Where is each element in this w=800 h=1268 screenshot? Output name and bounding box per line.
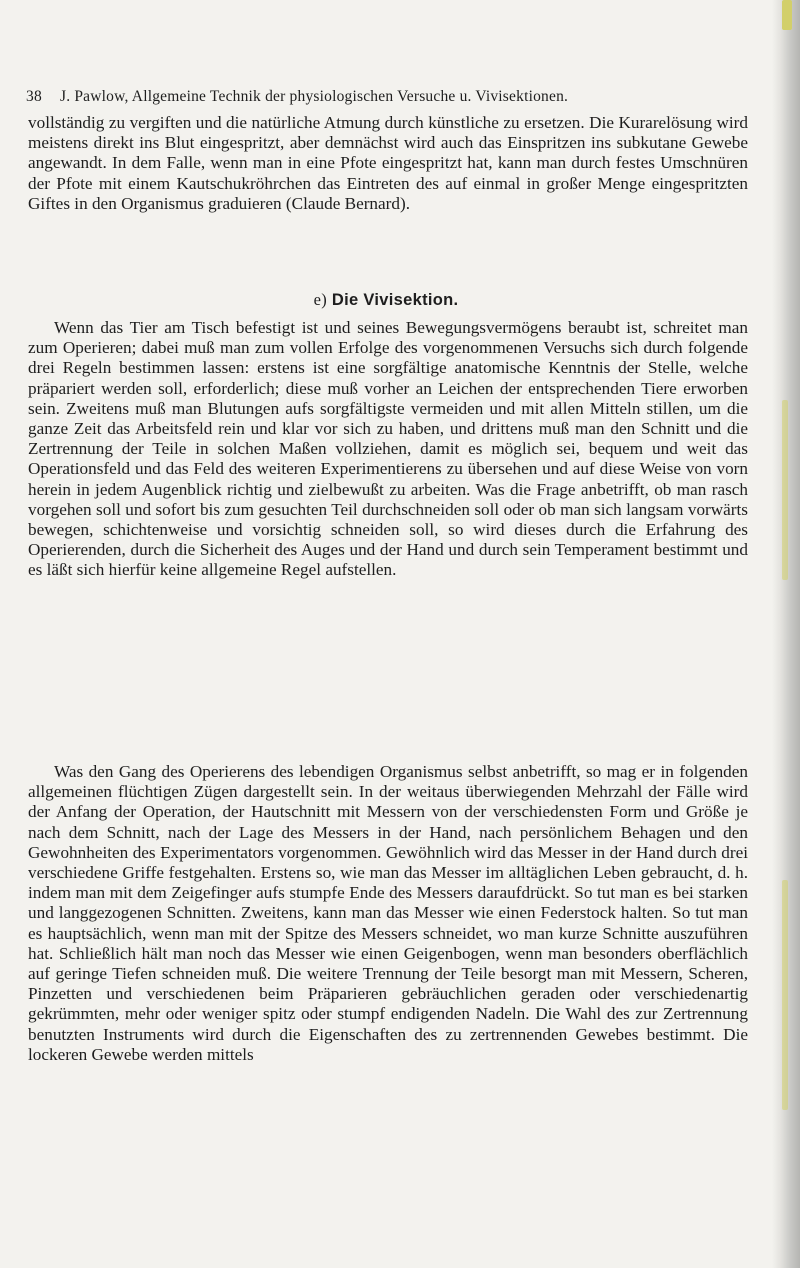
edge-tab-mark	[782, 0, 792, 30]
section-heading	[0, 290, 772, 310]
running-header	[26, 88, 760, 106]
paragraph-vivisection-rules: Wenn das Tier am Tisch befestigt ist und seines Bewegungsvermögens beraubt ist, schreitet man zum Operieren; dabei muß man zum vollen Erfolge des vorgenommenen Versuchs sich durch folgende drei Regeln bestimmen lassen: erstens ist eine sorgfältige anatomische Kenntnis der Stelle, welche präpariert werden soll, erforderlich; diese muß vorher an Leichen der entsprechenden Tiere erworben sein. Zweitens muß man Blutungen aufs sorgfältigste vermeiden und mit allen Mitteln stillen, um die ganze Zeit das Arbeitsfeld rein und klar vor sich zu haben, und drittens muß man den Schnitt und die Zertrennung der Teile in solchen Maßen vollziehen, damit es möglich sei, bequem und weit das Operationsfeld und das Feld des weiteren Experimentierens zu übersehen und auf diese Weise von vorn herein in jedem Augenblick richtig und zielbewußt zu arbeiten. Was die Frage anbetrifft, ob man rasch vorgehen soll und sofort bis zum gesuchten Teil durchschneiden soll oder ob man sich langsam vorwärts bewegen, schichtenweise und vorsichtig schneiden soll, so wird dieses durch die Erfahrung des Operierenden, durch die Sicherheit des Auges und der Hand und durch sein Temperament bestimmt und es läßt sich hierfür keine allgemeine Regel aufstellen.	[28, 318, 748, 580]
page-edge-shadow	[772, 0, 800, 1268]
section-letter: e)	[313, 290, 328, 309]
edge-tab-mark	[782, 880, 788, 1110]
page-number: 38	[26, 88, 42, 105]
paragraph-continued: vollständig zu vergiften und die natürliche Atmung durch künstliche zu ersetzen. Die Kurarelösung wird meistens direkt ins Blut eingespritzt, aber demnächst wird auch das Einspritzen ins subkutane Gewebe angewandt. In dem Falle, wenn man in eine Pfote eingespritzt hat, kann man durch festes Umschnüren der Pfote mit einem Kautschukröhrchen das Eintreten des auf einmal in großer Menge eingespritzten Giftes in den Organismus graduieren (Claude Bernard).	[28, 113, 748, 213]
paragraph-operating-procedure: Was den Gang des Operierens des lebendigen Organismus selbst anbetrifft, so mag er in folgenden allgemeinen flüchtigen Zügen dargestellt sein. In der weitaus überwiegenden Mehrzahl der Fälle wird der Anfang der Operation, der Hautschnitt mit Messern von der verschiedensten Form und Größe je nach dem Schnitt, nach der Lage des Messers in der Hand, nach persönlichem Behagen und den Gewohnheiten des Experimentators vorgenommen. Gewöhnlich wird das Messer in der Hand durch drei verschiedene Griffe festgehalten. Erstens so, wie man das Messer im alltäglichen Leben gebraucht, d. h. indem man mit dem Zeigefinger aufs stumpfe Ende des Messers daraufdrückt. So tut man es bei starken und langgezogenen Schnitten. Zweitens, kann man das Messer wie einen Federstock halten. So tut man es hauptsächlich, wenn man mit der Spitze des Messers schneidet, wo man kurze Schnitte auszuführen hat. Schließlich hält man noch das Messer wie einen Geigenbogen, wenn man besonders oberflächlich auf geringe Tiefen schneiden muß. Die weitere Trennung der Teile besorgt man mit Messern, Scheren, Pinzetten und verschiedenen beim Präparieren gebräuchlichen geraden oder verschiedenartig gekrümmten, mehr oder weniger spitz oder stumpf endigenden Nadeln. Die Wahl des zur Zertrennung benutzten Instruments wird durch die Eigenschaften des zu zertrennenden Gewebes bestimmt. Die lockeren Gewebe werden mittels	[28, 762, 748, 1064]
running-title: J. Pawlow, Allgemeine Technik der physiologischen Versuche u. Vivisektionen.	[59, 88, 569, 105]
edge-tab-mark	[782, 400, 788, 580]
section-title: Die Vivisektion.	[331, 291, 459, 309]
